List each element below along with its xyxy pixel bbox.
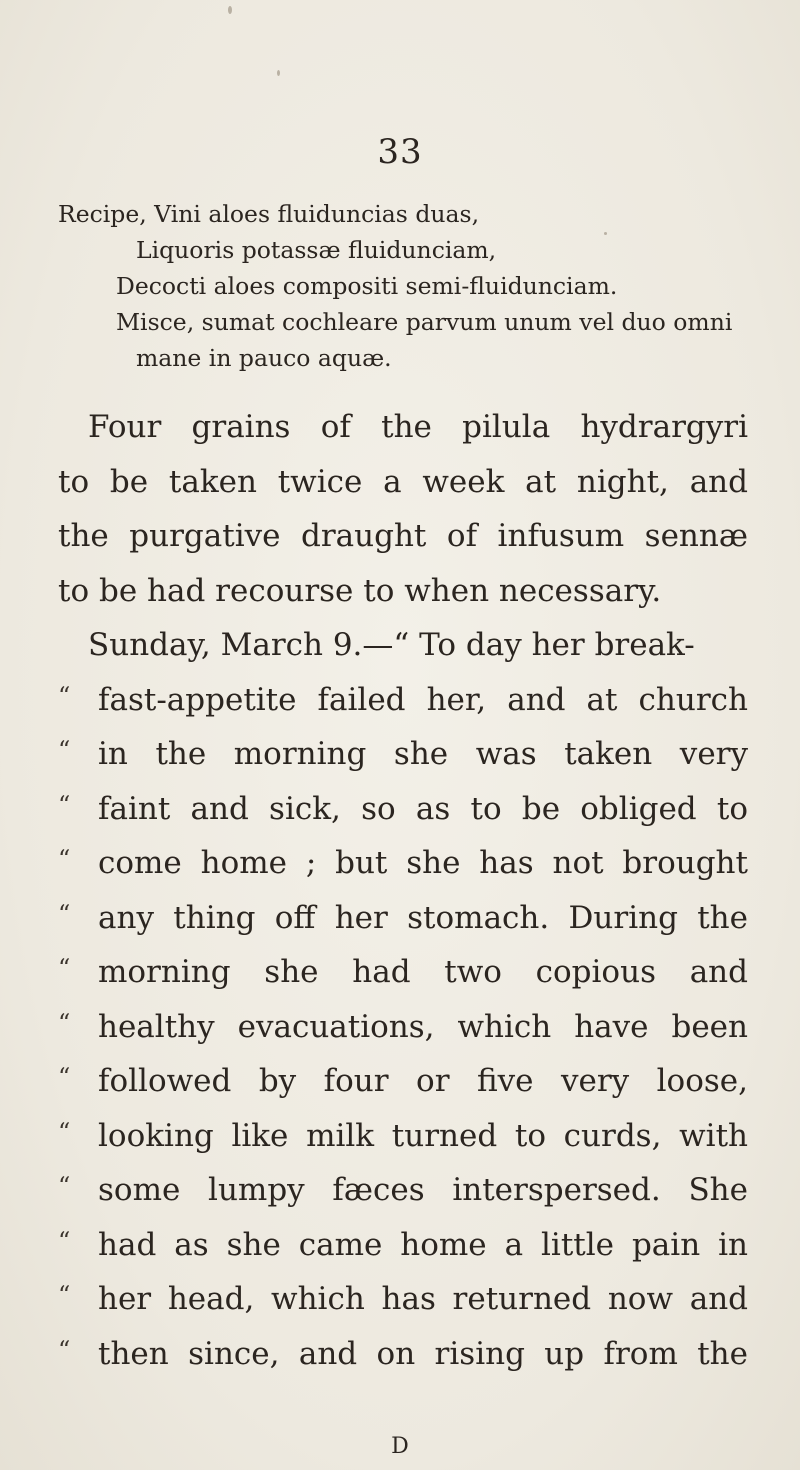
signature-mark: D [391, 1434, 409, 1459]
quote-mark: “ [58, 790, 71, 819]
quote-mark: “ [58, 899, 71, 928]
page-number: 33 [377, 132, 423, 172]
quoted-line: followed by four or five very loose, [98, 1063, 748, 1099]
paper-speck [228, 6, 232, 14]
quote-mark: “ [58, 845, 71, 873]
quoted-line: her head, which has returned now and [98, 1281, 748, 1317]
quoted-line: looking like milk turned to curds, with [98, 1117, 748, 1154]
quoted-line: some lumpy fæces interspersed. She [98, 1172, 748, 1208]
quote-mark: “ [58, 681, 71, 710]
recipe-line: Liquoris potassæ fluidunciam, [136, 236, 497, 264]
recipe-line: mane in pauco aquæ. [136, 344, 392, 372]
paragraph-line: Sunday, March 9.—“ To day her break- [88, 627, 695, 663]
quote-mark: “ [58, 1172, 71, 1200]
quoted-line: then since, and on rising up from the [98, 1335, 748, 1372]
body-text [58, 400, 748, 1381]
quoted-line: morning she had two copious and [98, 954, 748, 990]
quote-mark: “ [58, 954, 71, 982]
paragraph-line: to be had recourse to when necessary. [58, 572, 662, 609]
quoted-line: in the morning she was taken very [98, 736, 748, 772]
paragraph-line: to be taken twice a week at night, and [58, 463, 748, 500]
quote-mark: “ [58, 1117, 71, 1146]
paragraph-line: the purgative draught of infusum sennæ [58, 518, 748, 554]
quoted-line: fast-appetite failed her, and at church [98, 681, 748, 718]
quoted-line: had as she came home a little pain in [98, 1226, 748, 1263]
quote-mark: “ [58, 1063, 71, 1091]
quoted-line: faint and sick, so as to be obliged to [98, 790, 748, 827]
quoted-line: any thing off her stomach. During the [98, 899, 748, 936]
quote-mark: “ [58, 1008, 71, 1037]
recipe-block [58, 196, 732, 376]
quote-mark: “ [58, 736, 71, 764]
recipe-line: Recipe, Vini aloes fluiduncias duas, [58, 200, 480, 228]
quoted-line: come home ; but she has not brought [98, 845, 748, 881]
quote-mark: “ [58, 1226, 71, 1255]
quote-mark: “ [58, 1335, 71, 1364]
paper-speck [277, 70, 280, 76]
quote-mark: “ [58, 1281, 71, 1309]
recipe-line: Decocti aloes compositi semi-fluidunciam. [116, 272, 618, 300]
recipe-line: Misce, sumat cochleare parvum unum vel duo omni [116, 308, 733, 336]
paragraph-line: Four grains of the pilula hydrargyri [88, 409, 748, 445]
quoted-line: healthy evacuations, which have been [98, 1008, 748, 1045]
